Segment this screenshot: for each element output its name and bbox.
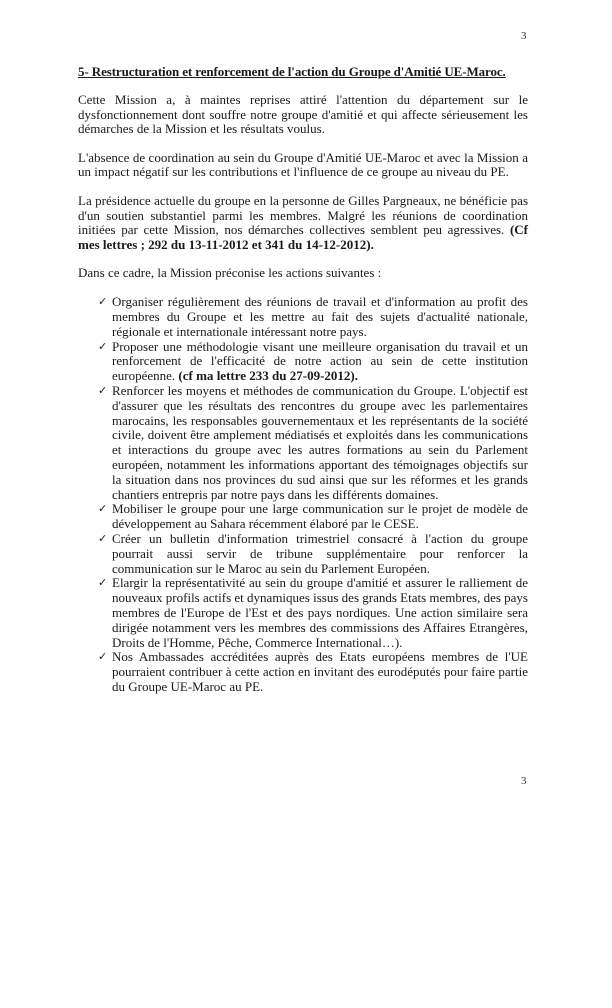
action-text: Organiser régulièrement des réunions de travail et d'information au profit des membres du Groupe et les mettre au fait des sujets d'actualité nationale, régionale et internationale intéressant notre pays.	[112, 294, 528, 339]
checkmark-icon: ✓	[98, 532, 108, 546]
page-number-top: 3	[521, 30, 527, 42]
document-body	[78, 65, 528, 695]
checkmark-icon: ✓	[98, 339, 108, 353]
action-text: Renforcer les moyens et méthodes de communication du Groupe. L'objectif est d'assurer que les résultats des rencontres du groupe avec les parlementaires marocains, les responsables gouvernementaux et les représentants de la société civile, doivent être amplement médiatisés et exploités dans les communications et interactions du groupe avec les autres formations au sein du Parlement européen, notamment les informations apportant des témoignages objectifs sur la situation dans nos provinces du sud ainsi que sur les réformes et les grands chantiers entrepris par notre pays dans les différents domaines.	[112, 383, 528, 502]
letter-reference: (Cf mes lettres ; 292 du 13-11-2012 et 341 du 14-12-2012).	[78, 222, 528, 253]
action-item	[98, 340, 528, 384]
action-text: Créer un bulletin d'information trimestriel consacré à l'action du groupe pourrait aussi servir de tribune supplémentaire pour renforcer la communication sur le Maroc au sein du Parlement Européen.	[112, 531, 528, 576]
checkmark-icon: ✓	[98, 650, 108, 664]
letter-reference: lettre 233 du 27-09-2012	[216, 368, 351, 384]
checkmark-icon: ✓	[98, 384, 108, 398]
action-text: Nos Ambassades accréditées auprès des Etats européens membres de l'UE pourraient contribuer à cette action en invitant des eurodéputés pour faire partie du Groupe UE-Maroc au PE.	[112, 649, 528, 694]
action-item	[98, 295, 528, 339]
action-list	[78, 295, 528, 695]
action-item	[98, 532, 528, 576]
section-title: 5- Restructuration et renforcement de l'action du Groupe d'Amitié UE-Maroc.	[78, 64, 506, 79]
action-item	[98, 576, 528, 650]
checkmark-icon: ✓	[98, 576, 108, 590]
actions-intro: Dans ce cadre, la Mission préconise les actions suivantes :	[78, 265, 382, 281]
paragraph-text: Cette Mission a, à maintes reprises attiré l'attention du département sur le dysfonctionnement dont souffre notre groupe d'amitié et qui affecte sérieusement les démarches de la Mission et les résultats voulus.	[78, 91, 528, 137]
action-item	[98, 384, 528, 502]
checkmark-icon: ✓	[98, 502, 108, 516]
action-item	[98, 502, 528, 532]
action-text: Mobiliser le groupe pour une large communication sur le projet de modèle de développement au Sahara récemment élaboré par le CESE.	[112, 501, 528, 532]
action-ref-prefix: (cf ma	[178, 368, 217, 384]
paragraph-3	[78, 194, 528, 253]
paragraph-1	[78, 93, 528, 137]
paragraph-text: La présidence actuelle du groupe en la personne de Gilles Pargneaux, ne bénéficie pas d'un soutien substantiel parmi les membres. Malgré les réunions de coordination initiées par cette Mission, nos démarches collectives semblent peu agressives.	[78, 192, 528, 238]
action-ref-suffix: ).	[350, 368, 358, 384]
action-item	[98, 650, 528, 694]
action-text: Proposer une méthodologie visant une meilleure organisation du travail et un renforcement de l'efficacité de notre action au sein de cette institution européenne.	[112, 338, 528, 384]
paragraph-text: L'absence de coordination au sein du Groupe d'Amitié UE-Maroc et avec la Mission a un impact négatif sur les contributions et l'influence de ce groupe au niveau du PE.	[78, 149, 528, 180]
paragraph-2	[78, 151, 528, 181]
page-number-bottom: 3	[521, 775, 527, 787]
action-text: Elargir la représentativité au sein du groupe d'amitié et assurer le ralliement de nouveaux profils actifs et dynamiques issus des grands Etats membres, des pays membres de l'Europe de l'Est et des pays nordiques. Une action similaire sera dirigée notamment vers les membres des commissions des Affaires Etrangères, Droits de l'Homme, Pêche, Commerce International…).	[112, 575, 528, 650]
checkmark-icon: ✓	[98, 295, 108, 309]
